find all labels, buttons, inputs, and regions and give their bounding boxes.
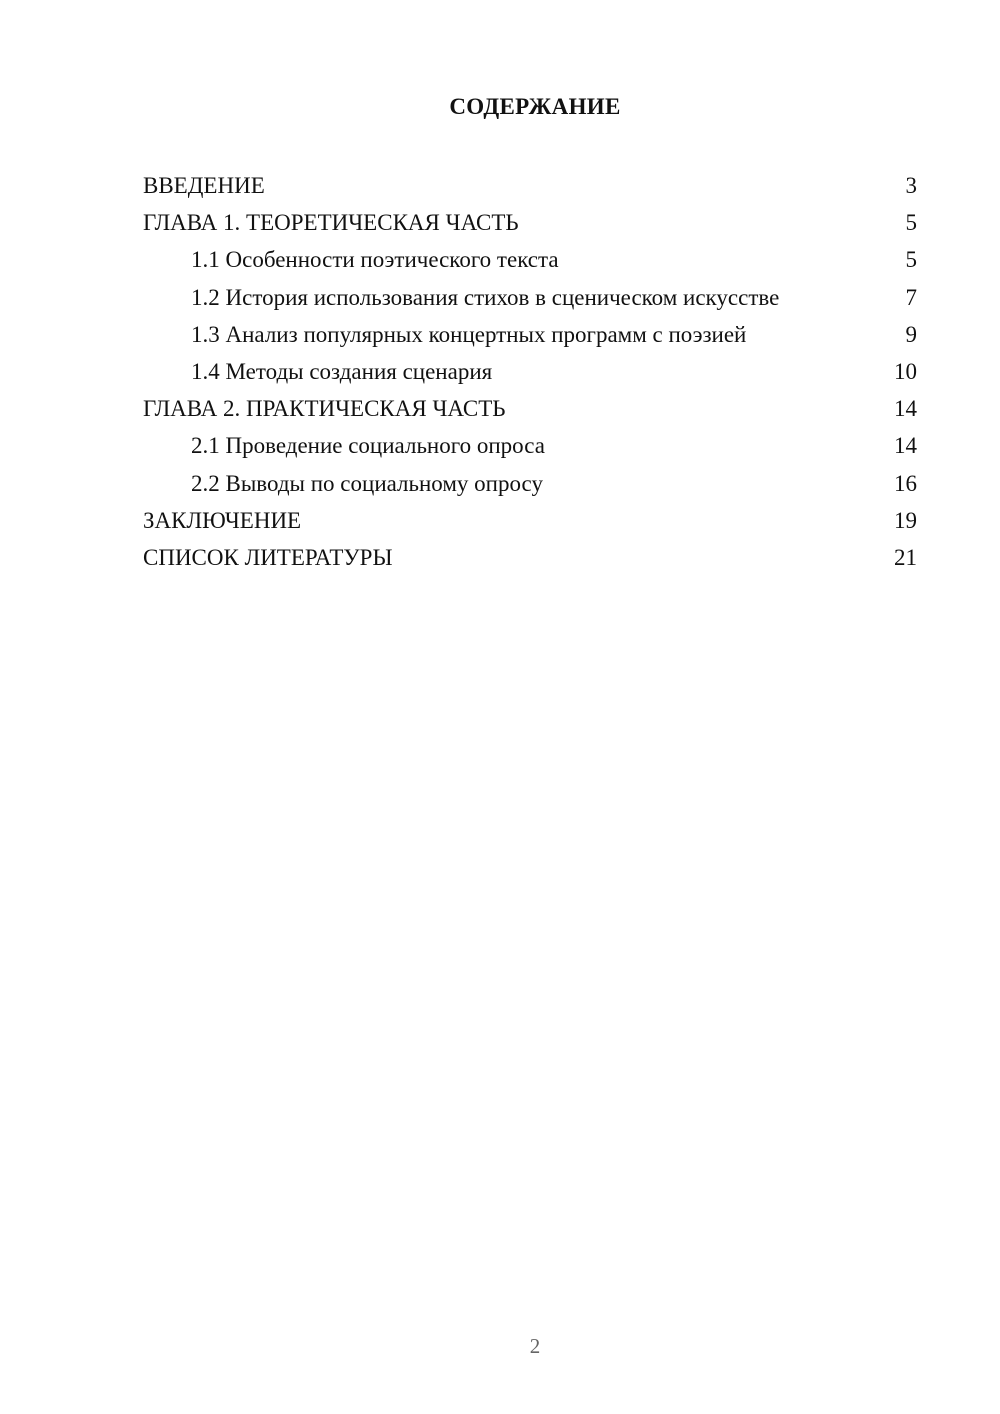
toc-entry-section-1-3 xyxy=(143,316,917,353)
toc-entry-page: 5 xyxy=(905,247,917,273)
toc-entry-introduction xyxy=(143,167,917,204)
toc-entry-page: 9 xyxy=(905,321,917,347)
toc-entry-section-1-2 xyxy=(143,279,917,316)
toc-entry-page: 21 xyxy=(894,544,917,570)
toc-entry-label: 1.1 Особенности поэтического текста xyxy=(191,247,559,273)
toc-entry-label: 2.1 Проведение социального опроса xyxy=(191,433,545,459)
toc-entry-page: 7 xyxy=(905,284,917,310)
toc-entry-chapter-2 xyxy=(143,390,917,427)
table-of-contents xyxy=(143,167,917,576)
toc-entry-label: 1.3 Анализ популярных концертных программ с поэзией xyxy=(191,321,747,347)
toc-entry-page: 16 xyxy=(894,470,917,496)
toc-entry-page: 10 xyxy=(894,358,917,384)
toc-entry-label: ВВЕДЕНИЕ xyxy=(143,173,265,198)
toc-entry-page: 19 xyxy=(894,507,917,533)
toc-entry-page: 14 xyxy=(894,396,917,422)
toc-entry-section-1-4 xyxy=(143,353,917,390)
toc-entry-label: ГЛАВА 2. ПРАКТИЧЕСКАЯ ЧАСТЬ xyxy=(143,396,506,422)
toc-entry-label: ГЛАВА 1. ТЕОРЕТИЧЕСКАЯ ЧАСТЬ xyxy=(143,210,519,236)
toc-entry-chapter-1 xyxy=(143,204,917,241)
toc-entry-section-2-2 xyxy=(143,465,917,502)
toc-entry-label: 1.4 Методы создания сценария xyxy=(191,358,493,384)
toc-entry-conclusion xyxy=(143,502,917,539)
toc-entry-label: ЗАКЛЮЧЕНИЕ xyxy=(143,507,302,533)
toc-entry-label: 2.2 Выводы по социальному опросу xyxy=(191,470,543,496)
toc-entry-bibliography xyxy=(143,539,917,576)
toc-entry-section-1-1 xyxy=(143,241,917,278)
toc-entry-label: 1.2 История использования стихов в сценическом искусстве xyxy=(191,284,780,310)
toc-entry-page: 14 xyxy=(894,433,917,459)
toc-entry-section-2-1 xyxy=(143,427,917,464)
page-number: 2 xyxy=(529,1334,541,1358)
toc-entry-page: 5 xyxy=(905,210,917,236)
toc-entry-page: 3 xyxy=(905,173,917,198)
page-title: СОДЕРЖАНИЕ xyxy=(449,94,621,119)
toc-entry-label: СПИСОК ЛИТЕРАТУРЫ xyxy=(143,544,393,570)
